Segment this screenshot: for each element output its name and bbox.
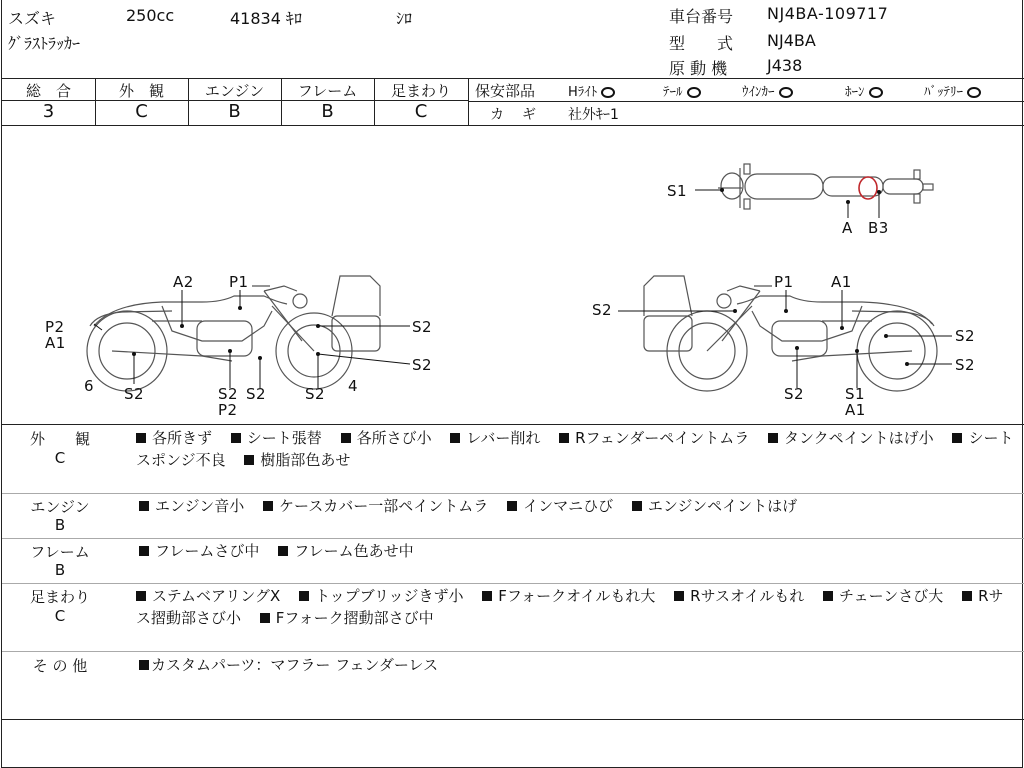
diagram-label: P1 — [229, 273, 249, 291]
diagram-label: S2 — [218, 385, 239, 403]
note-item: Fフォークオイルもれ大 — [482, 587, 655, 605]
note-item: タンクペイントはげ小 — [768, 429, 934, 447]
divider — [2, 538, 1024, 539]
note-item: フレーム色あせ中 — [278, 542, 413, 560]
grade-header-frame: フレーム — [297, 82, 358, 100]
safety-item-winker — [742, 81, 793, 100]
bullet-square-icon — [244, 455, 254, 465]
divider — [2, 493, 1024, 494]
section-grade-frame: B — [54, 561, 66, 579]
grade-header-engine: エンジン — [204, 82, 265, 100]
note-item: レバー削れ — [450, 429, 540, 447]
bullet-square-icon — [341, 433, 351, 443]
divider — [2, 78, 1024, 79]
note-item: インマニひび — [507, 497, 613, 515]
safety-item-tail — [663, 81, 701, 100]
mileage: 41834 ｷﾛ — [230, 9, 302, 28]
bullet-square-icon — [962, 591, 972, 601]
bullet-square-icon — [952, 433, 962, 443]
safety-item-battery — [924, 81, 981, 100]
section-title-engine: エンジン — [30, 498, 90, 516]
safety-label: 保安部品 — [475, 82, 536, 100]
diagram-label: 4 — [348, 377, 359, 395]
ok-circle-icon — [967, 87, 981, 98]
left-side-bike — [87, 276, 380, 391]
note-item: 各所さび小 — [341, 429, 432, 447]
grade-suspension: C — [414, 101, 428, 122]
bullet-square-icon — [139, 546, 149, 556]
safety-item-label: ﾃｰﾙ — [663, 85, 683, 100]
section-grade-exterior: C — [54, 449, 66, 467]
ok-circle-icon — [869, 87, 883, 98]
section-notes-exterior — [136, 427, 1016, 471]
divider — [2, 651, 1024, 652]
diagram-label: S2 — [784, 385, 805, 403]
note-item: 樹脂部色あせ — [244, 451, 350, 469]
diagram-label: S2 — [592, 301, 613, 319]
section-title-other: そ の 他 — [32, 657, 88, 675]
key-label: カ ギ — [490, 107, 538, 123]
color: ｼﾛ — [396, 9, 413, 28]
diagram-label: S1 — [845, 385, 866, 403]
model-name: ｸﾞﾗｽﾄﾗｯｶｰ — [8, 34, 81, 53]
divider — [468, 78, 469, 125]
diagram-label: A2 — [173, 273, 194, 291]
diagram-label: S1 — [667, 182, 688, 200]
note-item: エンジン音小 — [139, 497, 244, 515]
diagram-label: A1 — [845, 401, 866, 419]
note-item: カスタムパーツ：マフラー フェンダーレス — [139, 656, 438, 674]
key-value: 社外ｷｰ1 — [568, 107, 619, 123]
bullet-square-icon — [823, 591, 833, 601]
note-item: ステムベアリングX — [136, 587, 280, 605]
diagram-label: S2 — [955, 327, 976, 345]
section-grade-suspension: C — [54, 607, 66, 625]
note-item: シート張替 — [231, 429, 322, 447]
safety-item-label: ﾊﾞｯﾃﾘｰ — [924, 85, 963, 100]
divider — [2, 719, 1024, 720]
type-value: NJ4BA — [767, 31, 816, 50]
diagram-label: A1 — [831, 273, 852, 291]
section-notes-engine — [139, 495, 1019, 517]
bullet-square-icon — [768, 433, 778, 443]
bullet-square-icon — [136, 591, 146, 601]
bullet-square-icon — [299, 591, 309, 601]
engine-value: J438 — [767, 56, 803, 75]
note-item: トップブリッジきず小 — [299, 587, 463, 605]
section-title-suspension: 足まわり — [29, 588, 90, 606]
maker: スズキ — [8, 9, 57, 28]
damage-diagram — [2, 126, 1022, 426]
bullet-square-icon — [632, 501, 642, 511]
engine-label: 原 動 機 — [669, 59, 728, 78]
bullet-square-icon — [278, 546, 288, 556]
frame-no: NJ4BA-109717 — [767, 4, 889, 23]
diagram-label: P2 — [218, 401, 238, 419]
divider — [2, 424, 1024, 425]
diagram-label: S2 — [955, 356, 976, 374]
note-item: ケースカバー一部ペイントムラ — [263, 497, 488, 515]
safety-item-label: ﾎｰﾝ — [845, 85, 865, 100]
type-label: 型 式 — [669, 34, 734, 53]
note-item: Rフェンダーペイントムラ — [559, 429, 749, 447]
diagram-label: A — [842, 219, 853, 237]
safety-item-headlight — [568, 81, 615, 100]
diagram-label: S2 — [124, 385, 145, 403]
diagram-label: S2 — [305, 385, 326, 403]
bullet-square-icon — [260, 613, 270, 623]
grade-overall: 3 — [42, 101, 55, 122]
diagram-label: S2 — [412, 318, 433, 336]
note-item: フレームさび中 — [139, 542, 259, 560]
ok-circle-icon — [687, 87, 701, 98]
bullet-square-icon — [231, 433, 241, 443]
diagram-label: 6 — [84, 377, 95, 395]
bullet-square-icon — [450, 433, 460, 443]
inspection-sheet — [1, 0, 1023, 768]
bullet-square-icon — [674, 591, 684, 601]
section-title-exterior: 外 観 — [29, 430, 90, 448]
section-notes-other — [139, 654, 1019, 676]
right-side-bike — [644, 276, 937, 391]
bullet-square-icon — [136, 433, 146, 443]
ok-circle-icon — [779, 87, 793, 98]
note-item: 各所きず — [136, 429, 212, 447]
diagram-label: S2 — [412, 356, 433, 374]
frame-no-label: 車台番号 — [669, 7, 734, 26]
diagram-label: P1 — [774, 273, 794, 291]
bullet-square-icon — [139, 501, 149, 511]
diagram-label: P2 — [45, 318, 65, 336]
top-view-bike — [718, 164, 933, 209]
bullet-square-icon — [507, 501, 517, 511]
section-grade-engine: B — [54, 516, 66, 534]
bullet-square-icon — [263, 501, 273, 511]
note-item: シートスポンジ不良 — [136, 429, 1014, 469]
grade-header-suspension: 足まわり — [390, 82, 451, 100]
bullet-square-icon — [482, 591, 492, 601]
divider — [2, 583, 1024, 584]
grade-engine: B — [228, 101, 241, 122]
bullet-square-icon — [139, 660, 149, 670]
safety-item-horn — [845, 81, 883, 100]
note-item: Rサス摺動部さび小 — [136, 587, 1004, 627]
ok-circle-icon — [601, 87, 615, 98]
safety-item-label: ｳｲﾝｶｰ — [742, 85, 775, 100]
diagram-label: B3 — [868, 219, 889, 237]
bullet-square-icon — [559, 433, 569, 443]
grade-exterior: C — [135, 101, 148, 122]
section-notes-frame — [139, 540, 1019, 562]
diagram-label: S2 — [246, 385, 267, 403]
note-item: エンジンペイントはげ — [632, 497, 797, 515]
displacement: 250cc — [126, 6, 175, 25]
grade-header-exterior: 外 観 — [118, 82, 164, 100]
note-item: Fフォーク摺動部さび中 — [260, 609, 434, 627]
safety-item-label: Hﾗｲﾄ — [568, 85, 598, 100]
note-item: Rサスオイルもれ — [674, 587, 804, 605]
note-item: チェーンさび大 — [823, 587, 943, 605]
grade-header-overall: 総 合 — [25, 82, 71, 100]
diagram-label: A1 — [45, 334, 66, 352]
grade-frame: B — [321, 101, 334, 122]
section-title-frame: フレーム — [30, 543, 90, 561]
section-notes-suspension — [136, 585, 1016, 629]
divider — [468, 101, 1024, 102]
